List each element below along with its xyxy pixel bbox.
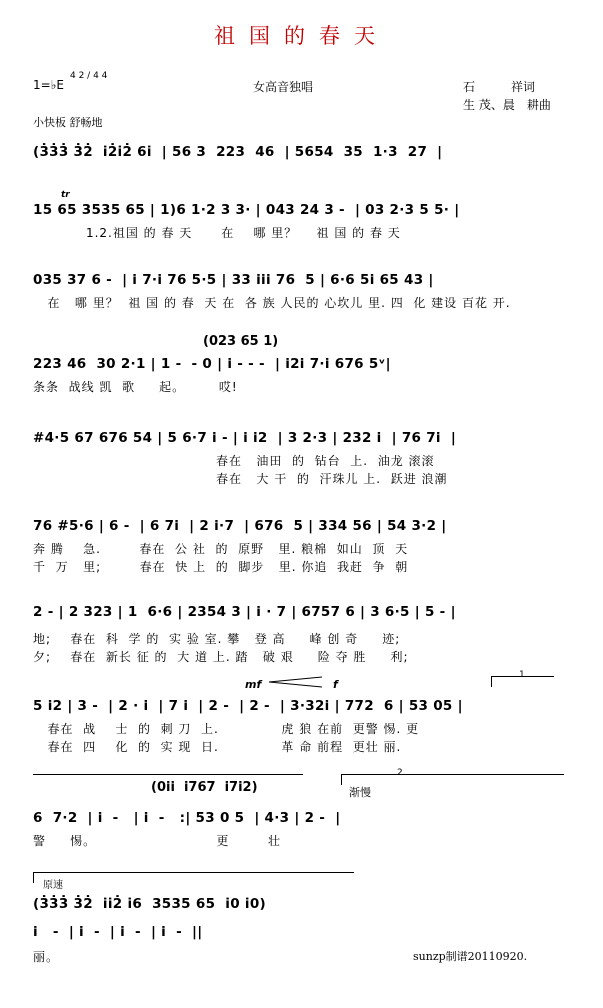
volta-number-1: 1 [519,670,525,680]
notation-line: 6 7·2 | i - | i - :| 53 0 5 | 4·3 | 2 - | [33,810,341,826]
notation-line: #4·5 67 676 54 | 5 6·7 i - | i i2 | 3 2·3 | 232 i | 76 7i | [33,430,457,446]
notation-line-final: i - | i - | i - | i - || [33,924,203,940]
notation-line: (3̇3̇3̇ 3̇2̇ i̇i̇2̇ i̇6 3535 65 i̇0 i̇0) [33,896,266,912]
lyric-line-verse-1: 地; 春在 科 学 的 实 验 室. 攀 登 高 峰 创 奇 迹; [33,632,401,646]
lyric-line-verse-2: 春在 四 化 的 实 现 日. 革 命 前程 更壮 丽. [33,740,402,754]
tempo-change: 渐慢 [349,786,371,799]
lyric-line-verse-1: 春在 油田 的 钻台 上. 油龙 滚滚 [33,454,435,468]
notation-line: 15 65 3535 65 | 1)6 1·2 3 3· | 043 24 3 - | 03 2·3 5 5· | [33,202,460,218]
notation-line: 2 - | 2 323 | 1 6·6 | 2354 3 | i · 7 | 6757 6 | 3 6·5 | 5 - | [33,604,456,620]
volta-bracket-2 [341,774,564,785]
coda-bracket [33,872,354,883]
notation-line: 223 46 30 2·1 | 1 - - 0 | i - - - | i2i 7·i 676 5ᵛ| [33,356,391,372]
tempo-marking: 小快板 舒畅地 [33,116,103,129]
notation-line: 035 37 6 - | i 7·i 76 5·5 | 33 iii 76 5 | 6·6 5i 65 43 | [33,272,434,288]
section-divider [33,774,303,775]
notation-line: 5 i2 | 3 - | 2 · i | 7 i | 2 - | 2 - | 3·32i | 772 6 | 53 05 | [33,698,463,714]
lyric-line-verse-1: 奔 腾 急. 春在 公 社 的 原野 里. 粮棉 如山 顶 天 [33,542,409,556]
lyric-line-verse-2: 千 万 里; 春在 快 上 的 脚步 里. 你追 我赶 争 朝 [33,560,409,574]
crescendo-hairpin [267,676,327,690]
trill-mark: tr [61,190,70,200]
instrumental-interlude: (023 65 1) [203,334,279,349]
lyric-line-verse-1: 春在 战 士 的 刺 刀 上. 虎 狼 在前 更警 惕. 更 [33,722,420,736]
key-signature: 1=♭E [33,78,64,92]
voice-type: 女高音独唱 [253,80,314,94]
lyric-line: 丽。 [33,950,60,964]
lyric-line: 1.2.祖国 的 春 天 在 哪 里？ 祖 国 的 春 天 [33,226,401,240]
composer: 生 茂、晨 耕曲 [463,98,551,112]
tempo-change: 原速 [43,880,63,891]
dynamic-mf: mf [245,678,262,691]
lyric-line-verse-2: 春在 大 干 的 汗珠儿 上. 跃进 浪潮 [33,472,448,486]
lyricist: 石 祥词 [463,80,536,94]
lyric-line: 在 哪 里？ 祖 国 的 春 天 在 各 族 人民的 心坎儿 里. 四 化 建设 百花 开. [33,296,511,310]
volta-number-2: 2 [397,768,403,778]
time-signature: 4 2 / 4 4 [70,71,108,81]
instrumental-interlude: (0ii i767 i7i2) [151,780,258,795]
song-title: 祖国的春天 [214,24,389,48]
dynamic-f: f [333,678,338,691]
lyric-line-verse-2: 夕; 春在 新长 征 的 大 道 上. 踏 破 艰 险 夺 胜 利; [33,650,409,664]
lyric-line: 条条 战线 凯 歌 起。 哎! [33,380,238,394]
notation-line: (3̇3̇3̇ 3̇2̇ i̇2̇i̇2̇ 6i̇ | 56 3 223 46 | 5654 35 1·3 27 | [33,144,443,160]
transcriber-credit: sunzp制谱20110920. [413,950,528,963]
lyric-line: 警 惕。 更 壮 [33,834,281,848]
notation-line: 76 #5·6 | 6 - | 6 7i | 2 i·7 | 676 5 | 334 56 | 54 3·2 | [33,518,447,534]
